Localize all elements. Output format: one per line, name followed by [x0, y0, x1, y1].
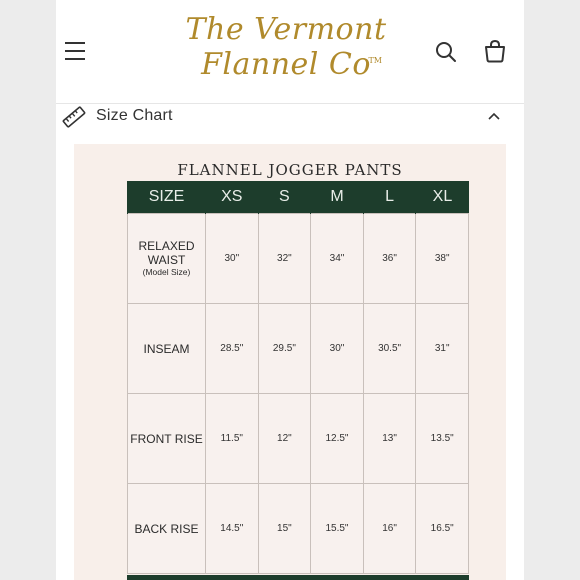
table-row: [128, 214, 469, 304]
table-cell: 38": [416, 214, 469, 304]
logo-trademark: TM: [368, 56, 382, 65]
table-cell: 12": [258, 394, 311, 484]
site-header: [56, 0, 524, 103]
size-chart-label: Size Chart: [96, 107, 173, 124]
table-cell: 12.5": [311, 394, 364, 484]
column-header: S: [258, 181, 311, 214]
size-chart-toggle[interactable]: [56, 104, 524, 130]
size-chart-title: FLANNEL JOGGER PANTS: [177, 161, 403, 179]
table-cell: 16": [363, 484, 416, 574]
table-row: [128, 484, 469, 574]
table-cell: 36": [363, 214, 416, 304]
search-icon[interactable]: [434, 40, 458, 64]
table-cell: 13.5": [416, 394, 469, 484]
row-label: INSEAM: [128, 304, 206, 394]
row-label-text: RELAXED WAIST: [138, 239, 195, 267]
table-cell: 13": [363, 394, 416, 484]
column-header: XS: [206, 181, 259, 214]
table-row: [128, 304, 469, 394]
table-cell: 15": [258, 484, 311, 574]
table-cell: 14.5": [206, 484, 259, 574]
row-label: [128, 214, 206, 304]
table-cell: 28.5": [206, 304, 259, 394]
ruler-icon: [62, 105, 86, 129]
cart-icon[interactable]: [482, 38, 508, 64]
column-header: L: [363, 181, 416, 214]
table-cell: 32": [258, 214, 311, 304]
table-footer-bar: [127, 575, 469, 580]
table-cell: 31": [416, 304, 469, 394]
table-cell: 29.5": [258, 304, 311, 394]
row-label-sub: (Model Size): [142, 267, 191, 277]
row-label: FRONT RISE: [128, 394, 206, 484]
product-page: [56, 0, 524, 580]
menu-bar: [65, 50, 85, 52]
table-cell: 16.5": [416, 484, 469, 574]
column-header: XL: [416, 181, 469, 214]
size-chart-panel: [74, 144, 506, 580]
table-header-row: [128, 181, 469, 214]
table-cell: 15.5": [311, 484, 364, 574]
table-row: [128, 394, 469, 484]
chevron-up-icon: [486, 109, 502, 125]
menu-bar: [65, 58, 85, 60]
table-cell: 30": [311, 304, 364, 394]
row-label: BACK RISE: [128, 484, 206, 574]
hamburger-menu-icon[interactable]: [64, 38, 90, 64]
table-cell: 30": [206, 214, 259, 304]
size-table: [127, 181, 469, 574]
table-cell: 11.5": [206, 394, 259, 484]
brand-logo[interactable]: [176, 12, 396, 82]
menu-bar: [65, 42, 85, 44]
table-cell: 30.5": [363, 304, 416, 394]
column-header: M: [311, 181, 364, 214]
column-header: SIZE: [128, 181, 206, 214]
table-cell: 34": [311, 214, 364, 304]
logo-line-1: The Vermont: [185, 12, 387, 47]
logo-line-2: Flannel Co: [201, 47, 371, 82]
